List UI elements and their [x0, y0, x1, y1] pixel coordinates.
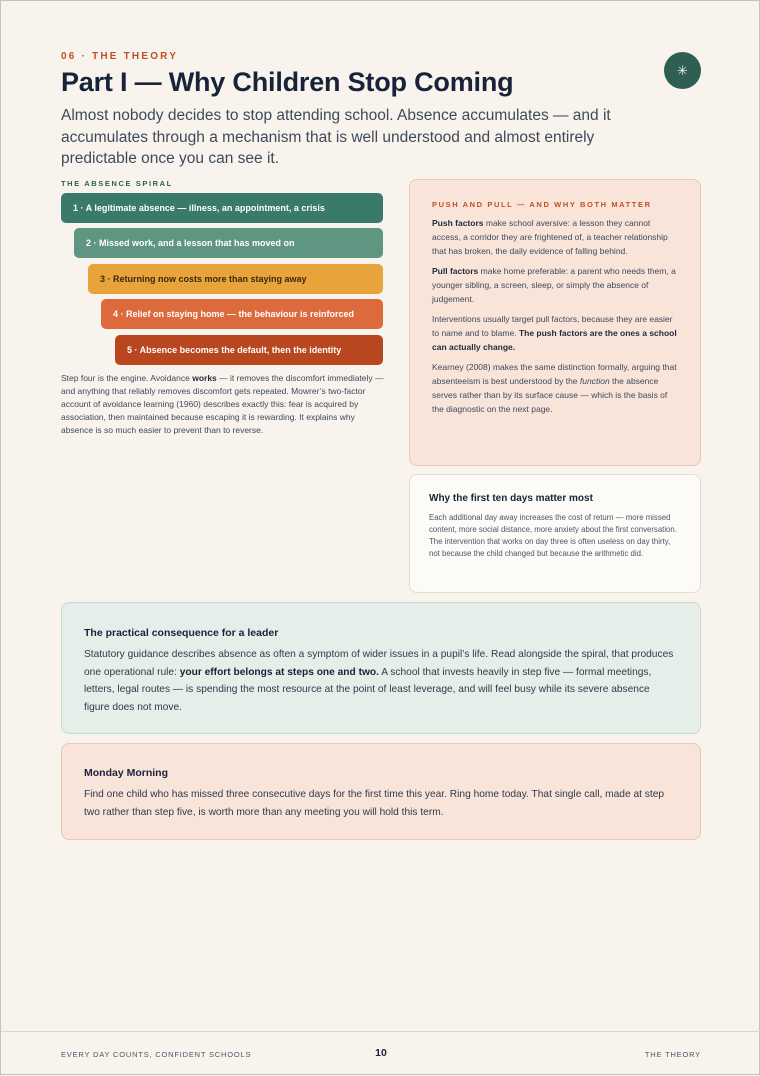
pull-factors-text: make home preferable: a parent who needs them, a younger sibling, a screen, sleep, or simply the absence of judgement.	[432, 266, 676, 304]
spiral-note-text-2: — it removes the discomfort immediately — and anything that reliably removes discomfort gets repeated. Mowrer’s two-factor account of avoidance learning (1960) describes exactly this: fear is acquired by association, then maintained because escaping it is rewarding. It explains why absence is so much easier to prevent than to reverse.	[61, 373, 384, 435]
spiral-step-1: 1 · A legitimate absence — illness, an appointment, a crisis	[61, 193, 383, 223]
consequence-text: Statutory guidance describes absence as often a symptom of wider issues in a pupil’s life. Read alongside the spiral, that produces one operational rule:	[84, 649, 674, 678]
footer-section: THE THEORY	[644, 1050, 701, 1059]
pull-factors-paragraph	[432, 264, 678, 306]
page-title: Part I — Why Children Stop Coming	[61, 67, 514, 97]
push-pull-heading: PUSH AND PULL — AND WHY BOTH MATTER	[432, 200, 652, 209]
ten-days-body: Each additional day away increases the cost of return — more missed content, more social distance, more anxiety about the first conversation. The intervention that works on day three is often useless on day thirty, not because the child changed but because the arithmetic did.	[429, 513, 677, 558]
section-eyebrow: 06 · THE THEORY	[61, 51, 179, 62]
monday-morning-body: Find one child who has missed three consecutive days for the first time this year. Ring home today. That single call, made at step two rather than step five, is worth more than any meeting you will hold this term.	[84, 789, 665, 818]
push-pull-card	[409, 179, 701, 466]
interventions-emphasis: The push factors are the ones a school can actually change.	[432, 328, 677, 352]
kearney-text: Kearney (2008) makes the same distinction formally, arguing that absenteeism is best understood by the	[432, 362, 677, 386]
footer-publication: EVERY DAY COUNTS, CONFIDENT SCHOOLS	[61, 1050, 252, 1059]
kearney-text-2: the absence serves rather than by its surface cause — which is the basis of the diagnostic on the next page.	[432, 376, 668, 414]
push-factors-label: Push factors	[432, 218, 484, 228]
interventions-text: Interventions usually target pull factors, because they are easier to name and to blame.	[432, 314, 673, 338]
consequence-text-2: A school that invests heavily in step five — formal meetings, letters, legal routes — is spending the most resource at the point of least leverage, and will feel busy while its severe absence figure does not move.	[84, 666, 652, 713]
spiral-note-emphasis: works	[192, 373, 217, 383]
kearney-emphasis: function	[579, 376, 610, 386]
leader-consequence-title: The practical consequence for a leader	[84, 627, 279, 639]
footer-divider	[1, 1031, 760, 1032]
page	[1, 1, 760, 1076]
spiral-step-4: 4 · Relief on staying home — the behaviour is reinforced	[101, 299, 383, 329]
leader-consequence-body	[84, 646, 678, 716]
section-badge	[664, 52, 701, 89]
leader-consequence-card	[61, 602, 701, 734]
spiral-note-text: Step four is the engine. Avoidance	[61, 373, 193, 383]
page-lede: Almost nobody decides to stop attending school. Absence accumulates — and it accumulates through a mechanism that is well understood and almost entirely predictable once you can see it.	[61, 107, 611, 167]
spiral-step-3: 3 · Returning now costs more than staying away	[88, 264, 383, 294]
spiral-step-5: 5 · Absence becomes the default, then the identity	[115, 335, 383, 365]
ten-days-card	[409, 474, 701, 593]
monday-morning-title: Monday Morning	[84, 767, 168, 779]
pull-factors-label: Pull factors	[432, 266, 479, 276]
asterisk-icon: ✳	[677, 62, 688, 78]
ten-days-title: Why the first ten days matter most	[429, 493, 593, 504]
page-number: 10	[375, 1047, 387, 1059]
monday-morning-card	[61, 743, 701, 840]
push-factors-text: make school aversive: a lesson they cannot access, a corridor they are frightened of, a teacher relationship that has broken, the daily evidence of falling behind.	[432, 218, 668, 256]
push-factors-paragraph	[432, 216, 678, 258]
spiral-note	[61, 372, 386, 437]
spiral-step-2: 2 · Missed work, and a lesson that has moved on	[74, 228, 383, 258]
interventions-paragraph	[432, 312, 678, 354]
consequence-emphasis: your effort belongs at steps one and two.	[179, 666, 379, 678]
spiral-label: THE ABSENCE SPIRAL	[61, 179, 173, 188]
kearney-paragraph	[432, 360, 678, 416]
